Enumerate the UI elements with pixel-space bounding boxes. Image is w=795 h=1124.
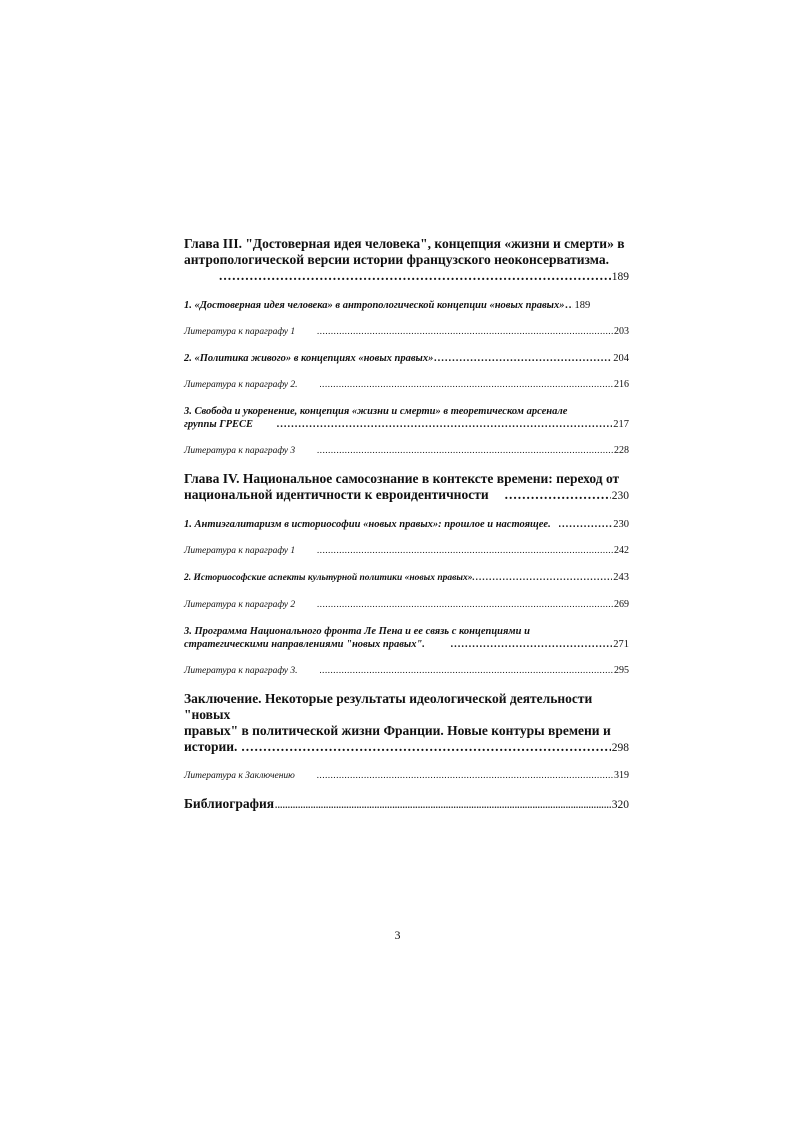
page-number: 3 — [394, 928, 401, 942]
section-title: 1. Антиэгалитаризм в историософии «новых правых»: прошлое и настоящее. — [184, 519, 551, 530]
page-ref: 217 — [613, 419, 629, 430]
literature-title: Литература к параграфу 3 — [184, 446, 296, 456]
toc-section-4-2[interactable] — [184, 571, 629, 585]
page-ref: 298 — [611, 742, 629, 754]
page-ref: 243 — [613, 572, 629, 583]
toc-section-4-3[interactable] — [184, 625, 629, 651]
leader-dots — [317, 545, 613, 557]
leader-dots — [505, 487, 611, 503]
page-ref: 203 — [614, 326, 629, 337]
page-ref: 189 — [574, 300, 591, 311]
page-ref: 320 — [611, 799, 629, 811]
section-title-line1: 3. Свобода и укоренение, концепция «жизни и смерти» в теоретическом арсенале — [184, 406, 568, 417]
page-ref: 269 — [614, 599, 629, 610]
leader-dots — [317, 770, 613, 782]
bibliography-title: Библиография — [184, 796, 275, 811]
literature-title: Литература к параграфу 1 — [184, 327, 296, 337]
page-ref: 230 — [613, 519, 629, 530]
toc-bibliography[interactable] — [184, 796, 629, 813]
table-of-contents — [184, 236, 629, 813]
chapter-4-title-line2: национальной идентичности к евроидентичности — [184, 487, 489, 502]
section-title-line2: группы ГРЕСЕ — [184, 419, 254, 430]
literature-title: Литература к параграфу 2. — [184, 380, 298, 390]
leader-dots — [434, 352, 612, 365]
conclusion-title-line3: истории. — [184, 739, 238, 754]
conclusion-title-line1: Заключение. Некоторые результаты идеологической деятельности "новых — [184, 691, 593, 722]
leader-dots — [320, 379, 613, 391]
toc-conclusion[interactable] — [184, 691, 629, 756]
toc-literature-4-2[interactable] — [184, 599, 629, 611]
section-title: 2. Историософские аспекты культурной политики «новых правых». — [184, 573, 475, 583]
leader-dots — [241, 739, 610, 755]
toc-literature-3-2[interactable] — [184, 379, 629, 391]
chapter-4-title-line1: Глава IV. Национальное самосознание в контексте времени: переход от — [184, 471, 620, 486]
section-title-line1: 3. Программа Национального фронта Ле Пена и ее связь с концепциями и — [184, 626, 530, 637]
page-ref: 204 — [613, 353, 629, 364]
leader-dots — [559, 518, 613, 531]
leader-dots — [320, 665, 613, 677]
section-title: 1. «Достоверная идея человека» в антропологической концепции «новых правых» — [184, 300, 565, 311]
conclusion-title-line2: правых" в политической жизни Франции. Новые контуры времени и — [184, 723, 611, 738]
section-title: 2. «Политика живого» в концепциях «новых правых» — [184, 353, 434, 364]
chapter-3-title-line1: Глава III. "Достоверная идея человека", концепция «жизни и смерти» в — [184, 236, 625, 251]
page-ref: 228 — [614, 445, 629, 456]
toc-section-3-2[interactable] — [184, 352, 629, 365]
toc-section-3-3[interactable] — [184, 405, 629, 431]
literature-title: Литература к параграфу 1 — [184, 546, 296, 556]
leader-dots — [275, 797, 611, 813]
toc-section-3-1[interactable] — [184, 299, 629, 312]
leader-dots — [317, 599, 613, 611]
leader-dots — [219, 268, 611, 284]
chapter-3-title-line2: антропологической версии истории французского неоконсерватизма. — [184, 252, 610, 267]
toc-section-4-1[interactable] — [184, 518, 629, 531]
page-ref: 216 — [614, 379, 629, 390]
toc-literature-4-3[interactable] — [184, 665, 629, 677]
leader-dots — [277, 418, 612, 431]
leader-dots — [317, 445, 613, 457]
leader-dots — [565, 299, 573, 312]
page-ref: 242 — [614, 545, 629, 556]
toc-literature-4-1[interactable] — [184, 545, 629, 557]
toc-literature-3-3[interactable] — [184, 445, 629, 457]
page-ref: 271 — [613, 639, 629, 650]
toc-literature-conclusion[interactable] — [184, 770, 629, 782]
leader-dots — [317, 326, 613, 338]
toc-chapter-3[interactable] — [184, 236, 629, 285]
page-ref: 230 — [611, 490, 629, 502]
page-ref: 189 — [611, 271, 629, 283]
literature-title: Литература к Заключению — [184, 771, 295, 781]
page-ref: 295 — [614, 665, 629, 676]
toc-literature-3-1[interactable] — [184, 326, 629, 338]
leader-dots — [476, 572, 612, 585]
toc-chapter-4[interactable] — [184, 471, 629, 504]
leader-dots — [451, 638, 612, 651]
section-title-line2: стратегическими направлениями "новых правых". — [184, 639, 425, 650]
page-ref: 319 — [614, 770, 629, 781]
literature-title: Литература к параграфу 3. — [184, 666, 298, 676]
literature-title: Литература к параграфу 2 — [184, 600, 296, 610]
